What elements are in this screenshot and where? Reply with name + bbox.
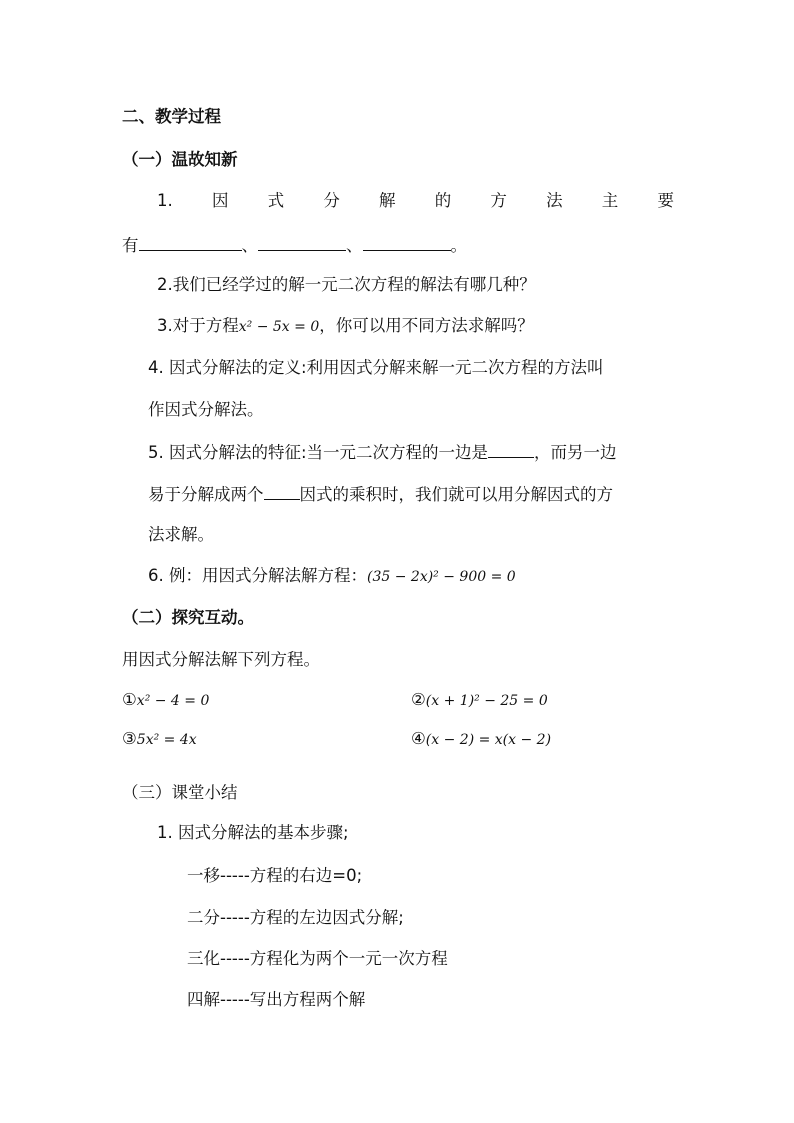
q6 [148, 566, 516, 587]
q1-end: 。 [450, 236, 467, 255]
problem-1 [122, 690, 209, 711]
problem-equation: 5x² = 4x [136, 732, 197, 748]
q1-char: 分 [323, 191, 340, 210]
summary-step: 四解-----写出方程两个解 [187, 990, 366, 1009]
problem-number: ② [411, 690, 426, 709]
problem-2 [411, 690, 548, 711]
q1-line2-start: 有 [122, 236, 139, 255]
part2-intro: 用因式分解法解下列方程。 [122, 650, 320, 669]
q5-line3: 法求解。 [148, 525, 214, 544]
part1-heading: （一）温故知新 [122, 150, 238, 169]
q3 [157, 316, 534, 337]
problem-number: ① [122, 690, 137, 709]
q4-line2: 作因式分解法。 [148, 400, 264, 419]
problem-3 [122, 729, 197, 750]
summary-step: 三化-----方程化为两个一元一次方程 [187, 949, 448, 968]
q1-char: 的 [434, 191, 452, 210]
problem-equation: x² − 4 = 0 [136, 693, 210, 709]
problem-equation: (x + 1)² − 25 = 0 [425, 693, 548, 709]
answer-blank [363, 234, 451, 251]
q2: 2.我们已经学过的解一元二次方程的解法有哪几种？ [157, 275, 536, 294]
q5-line2 [148, 483, 613, 505]
problem-number: ④ [411, 729, 426, 748]
q3-prefix: 3.对于方程 [157, 316, 239, 335]
summary-step: 二分-----方程的左边因式分解; [187, 908, 404, 927]
summary-step: 一移-----方程的右边=0; [187, 866, 363, 885]
summary-item-1: 1. 因式分解法的基本步骤; [157, 823, 349, 842]
q6-equation: (35 − 2x)² − 900 = 0 [367, 569, 516, 585]
answer-blank [264, 483, 300, 500]
q1-char: 式 [267, 191, 285, 210]
q1-char: 解 [379, 191, 396, 210]
section-title: 二、教学过程 [122, 107, 221, 126]
q1-char: 要 [657, 191, 674, 210]
q5-line2-b: 因式的乘积时，我们就可以用分解因式的方 [299, 485, 613, 504]
part2-heading: （二）探究互动。 [122, 608, 254, 627]
answer-blank [139, 234, 242, 251]
q5-line2-a: 易于分解成两个 [148, 485, 264, 504]
q5-line1-a: 5. 因式分解法的特征:当一元二次方程的一边是 [148, 443, 489, 462]
q1-char: 法 [546, 191, 563, 210]
q5-line1-b: ，而另一边 [534, 443, 617, 462]
separator: 、 [346, 236, 363, 255]
q1-char: 因 [211, 191, 229, 210]
q1-line1 [157, 191, 674, 211]
q3-equation: x² − 5x = 0 [238, 319, 320, 335]
separator: 、 [241, 236, 258, 255]
q1-char: 方 [490, 191, 507, 210]
answer-blank [488, 441, 534, 458]
q1-char: 1. [157, 191, 173, 210]
answer-blank [258, 234, 346, 251]
q6-prefix: 6. 例：用因式分解法解方程： [148, 566, 367, 585]
q1-line2 [122, 234, 467, 256]
q3-suffix: ，你可以用不同方法求解吗？ [319, 316, 534, 335]
q4-line1: 4. 因式分解法的定义:利用因式分解来解一元二次方程的方法叫 [148, 358, 604, 377]
q1-char: 主 [601, 191, 619, 210]
problem-number: ③ [122, 729, 137, 748]
q5-line1 [148, 441, 617, 463]
problem-4 [411, 729, 551, 750]
part3-heading: （三）课堂小结 [122, 783, 238, 802]
problem-equation: (x − 2) = x(x − 2) [425, 732, 552, 748]
